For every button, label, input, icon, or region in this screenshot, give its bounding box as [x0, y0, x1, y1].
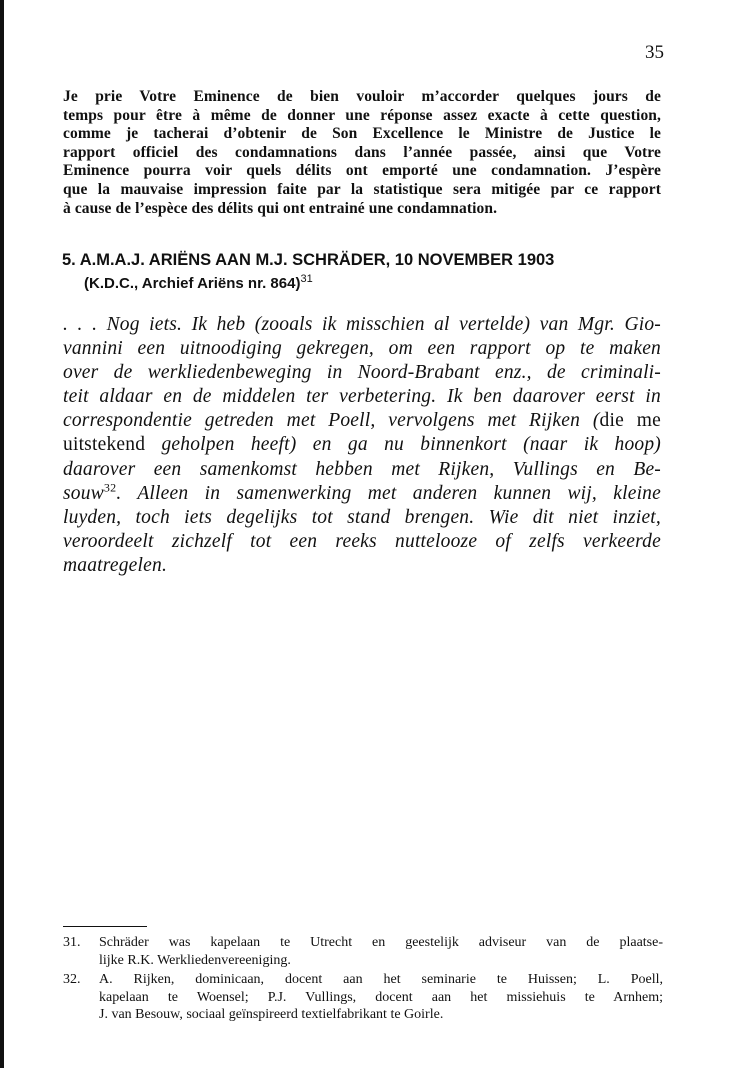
paragraph-line: Je prie Votre Eminence de bien vouloir m’accorder quelques jours de — [63, 88, 661, 105]
footnote-32 — [63, 971, 663, 1024]
paragraph-line: comme je tacherai d’obtenir de Son Excellence le Ministre de Justice le — [63, 125, 661, 143]
letter-line — [63, 409, 661, 433]
letter-line — [63, 482, 661, 506]
footnote-line: A. Rijken, dominicaan, docent aan het seminarie te Huissen; L. Poell, — [99, 972, 663, 987]
footnote-line: kapelaan te Woensel; P.J. Vullings, docent aan het missiehuis te Arnhem; — [99, 989, 663, 1005]
paragraph-line: temps pour être à même de donner une réponse assez exacte à cette question, — [63, 106, 661, 124]
section-heading — [62, 248, 662, 296]
footnote-line: lijke R.K. Werkliedenvereeniging. — [99, 952, 291, 968]
letter-text: . Alleen in samenwerking met anderen kunnen wij, kleine — [116, 482, 661, 504]
letter-line: . . . Nog iets. Ik heb (zooals ik misschien al vertelde) van Mgr. Gio- — [63, 314, 661, 335]
french-letter-paragraph — [63, 88, 661, 218]
dutch-letter-excerpt — [63, 313, 661, 578]
letter-line: maatregelen. — [63, 554, 168, 576]
footnote-line: Schräder was kapelaan te Utrecht en geestelijk adviseur van de plaatse- — [99, 935, 663, 950]
paragraph-line: à cause de l’espèce des délits qui ont entrainé une condamnation. — [63, 199, 498, 217]
paragraph-line: Eminence pourra voir quels délits ont emporté une condamnation. J’espère — [63, 162, 661, 180]
letter-line: over de werkliedenbeweging in Noord-Brabant enz., de criminali- — [63, 362, 661, 384]
footnote-separator — [63, 926, 147, 927]
letter-text: correspondentie getreden met Poell, vervolgens met Rijken ( — [63, 410, 600, 432]
letter-line — [63, 433, 661, 457]
footnote-line: J. van Besouw, sociaal geïnspireerd textielfabrikant te Goirle. — [99, 1007, 444, 1022]
letter-line: luyden, toch iets degelijks tot stand brengen. Wie dit niet inziet, — [63, 506, 661, 528]
footnote-31 — [63, 934, 663, 969]
section-title: 5. A.M.A.J. ARIËNS AAN M.J. SCHRÄDER, 10 NOVEMBER 1903 — [62, 251, 555, 269]
footnotes — [63, 934, 663, 1026]
page-number: 35 — [645, 42, 664, 63]
paragraph-line: rapport officiel des condamnations dans l’année passée, ainsi que Votre — [63, 143, 661, 161]
letter-line: vannini een uitnoodiging gekregen, om een rapport op te maken — [63, 338, 661, 360]
letter-upright-text: die me — [599, 410, 661, 432]
letter-text: souw — [63, 482, 104, 504]
letter-line: teit aldaar en de middelen ter verbetering. Ik ben daarover eerst in — [63, 386, 661, 408]
letter-line: veroordeelt zichzelf tot een reeks nuttelooze of zelfs verkeerde — [63, 530, 661, 552]
footnote-number: 32. — [63, 972, 81, 987]
letter-text: geholpen heeft) en ga nu binnenkort (naar ik hoop) — [145, 434, 661, 456]
letter-upright-text: uitstekend — [63, 434, 146, 456]
letter-line: daarover een samenkomst hebben met Rijken, Vullings en Be- — [63, 458, 661, 480]
paragraph-line: que la mauvaise impression faite par la statistique sera mitigée par ce rapport — [63, 180, 661, 198]
section-source — [62, 272, 662, 296]
section-source-text: (K.D.C., Archief Ariëns nr. 864) — [84, 275, 301, 292]
footnote-ref-31: 31 — [300, 273, 313, 285]
page-edge-rule — [0, 0, 4, 1068]
footnote-ref-32: 32 — [103, 480, 117, 495]
footnote-number: 31. — [63, 935, 81, 950]
